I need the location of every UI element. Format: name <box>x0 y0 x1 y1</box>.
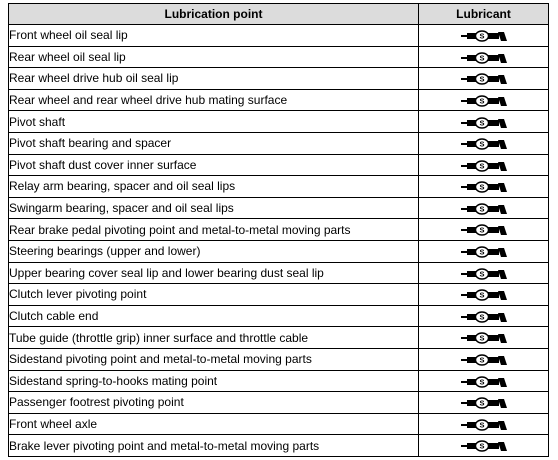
lubricant-cell <box>419 197 549 219</box>
table-row <box>9 68 549 90</box>
table-row <box>9 176 549 198</box>
lubrication-point-cell: Clutch lever pivoting point <box>9 284 419 306</box>
lubrication-point-cell: Rear wheel drive hub oil seal lip <box>9 68 419 90</box>
svg-text:S: S <box>478 334 485 344</box>
grease-gun-icon <box>461 440 507 452</box>
lubrication-point-cell: Clutch cable end <box>9 305 419 327</box>
grease-gun-icon <box>461 289 507 301</box>
table-row <box>9 348 549 370</box>
svg-text:S: S <box>478 312 485 322</box>
svg-text:S: S <box>478 31 485 41</box>
table-header-row <box>9 4 549 25</box>
lubrication-point-cell: Pivot shaft <box>9 111 419 133</box>
svg-text:S: S <box>478 161 485 171</box>
lubricant-cell <box>419 25 549 47</box>
table-row <box>9 197 549 219</box>
grease-gun-icon <box>461 246 507 258</box>
table-row <box>9 435 549 457</box>
lubricant-cell <box>419 132 549 154</box>
lubricant-cell <box>419 327 549 349</box>
table-row <box>9 111 549 133</box>
svg-text:S: S <box>478 139 485 149</box>
lubricant-cell <box>419 284 549 306</box>
lubricant-cell <box>419 392 549 414</box>
svg-text:S: S <box>478 442 485 452</box>
lubrication-point-cell: Sidestand pivoting point and metal-to-metal moving parts <box>9 348 419 370</box>
grease-gun-icon <box>461 311 507 323</box>
svg-text:S: S <box>478 96 485 106</box>
grease-gun-icon <box>461 419 507 431</box>
grease-gun-icon <box>461 397 507 409</box>
table-row <box>9 392 549 414</box>
lubricant-cell <box>419 348 549 370</box>
lubricant-cell <box>419 219 549 241</box>
lubrication-point-cell: Passenger footrest pivoting point <box>9 392 419 414</box>
lubrication-point-cell: Pivot shaft bearing and spacer <box>9 132 419 154</box>
lubricant-cell <box>419 370 549 392</box>
table-row <box>9 240 549 262</box>
grease-gun-icon <box>461 268 507 280</box>
grease-gun-icon <box>461 354 507 366</box>
grease-gun-icon <box>461 52 507 64</box>
svg-text:S: S <box>478 74 485 84</box>
svg-text:S: S <box>478 53 485 63</box>
grease-gun-icon <box>461 117 507 129</box>
lubricant-cell <box>419 435 549 457</box>
lubrication-point-cell: Brake lever pivoting point and metal-to-metal moving parts <box>9 435 419 457</box>
svg-text:S: S <box>478 247 485 257</box>
svg-text:S: S <box>478 269 485 279</box>
lubricant-cell <box>419 68 549 90</box>
lubrication-point-cell: Rear wheel and rear wheel drive hub mating surface <box>9 89 419 111</box>
lubrication-point-cell: Sidestand spring-to-hooks mating point <box>9 370 419 392</box>
lubricant-cell <box>419 46 549 68</box>
lubrication-point-cell: Swingarm bearing, spacer and oil seal lips <box>9 197 419 219</box>
svg-text:S: S <box>478 377 485 387</box>
lubrication-point-cell: Rear wheel oil seal lip <box>9 46 419 68</box>
table-row <box>9 219 549 241</box>
lubricant-cell <box>419 176 549 198</box>
lubrication-point-cell: Rear brake pedal pivoting point and metal-to-metal moving parts <box>9 219 419 241</box>
lubrication-point-cell: Pivot shaft dust cover inner surface <box>9 154 419 176</box>
lubrication-point-cell: Tube guide (throttle grip) inner surface and throttle cable <box>9 327 419 349</box>
grease-gun-icon <box>461 181 507 193</box>
svg-text:S: S <box>478 226 485 236</box>
lubricant-cell <box>419 154 549 176</box>
table-row <box>9 327 549 349</box>
svg-text:S: S <box>478 420 485 430</box>
header-lubrication-point: Lubrication point <box>9 4 419 25</box>
lubricant-cell <box>419 111 549 133</box>
lubricant-cell <box>419 413 549 435</box>
svg-text:S: S <box>478 182 485 192</box>
lubrication-point-cell: Upper bearing cover seal lip and lower bearing dust seal lip <box>9 262 419 284</box>
svg-text:S: S <box>478 118 485 128</box>
grease-gun-icon <box>461 30 507 42</box>
grease-gun-icon <box>461 224 507 236</box>
lubrication-point-cell: Front wheel axle <box>9 413 419 435</box>
lubricant-cell <box>419 89 549 111</box>
lubrication-point-cell: Steering bearings (upper and lower) <box>9 240 419 262</box>
table-row <box>9 154 549 176</box>
grease-gun-icon <box>461 138 507 150</box>
table-row <box>9 262 549 284</box>
svg-text:S: S <box>478 355 485 365</box>
svg-text:S: S <box>478 398 485 408</box>
grease-gun-icon <box>461 203 507 215</box>
table-row <box>9 284 549 306</box>
svg-text:S: S <box>478 204 485 214</box>
lubrication-point-cell: Front wheel oil seal lip <box>9 25 419 47</box>
table-row <box>9 413 549 435</box>
lubrication-table <box>8 3 549 457</box>
grease-gun-icon <box>461 95 507 107</box>
table-row <box>9 370 549 392</box>
table-row <box>9 132 549 154</box>
grease-gun-icon <box>461 376 507 388</box>
grease-gun-icon <box>461 73 507 85</box>
svg-text:S: S <box>478 290 485 300</box>
table-row <box>9 46 549 68</box>
lubricant-cell <box>419 305 549 327</box>
table-body <box>9 25 549 457</box>
lubricant-cell <box>419 262 549 284</box>
lubrication-point-cell: Relay arm bearing, spacer and oil seal lips <box>9 176 419 198</box>
grease-gun-icon <box>461 160 507 172</box>
table-row <box>9 89 549 111</box>
header-lubricant: Lubricant <box>419 4 549 25</box>
lubricant-cell <box>419 240 549 262</box>
table-row <box>9 305 549 327</box>
table-row <box>9 25 549 47</box>
grease-gun-icon <box>461 332 507 344</box>
